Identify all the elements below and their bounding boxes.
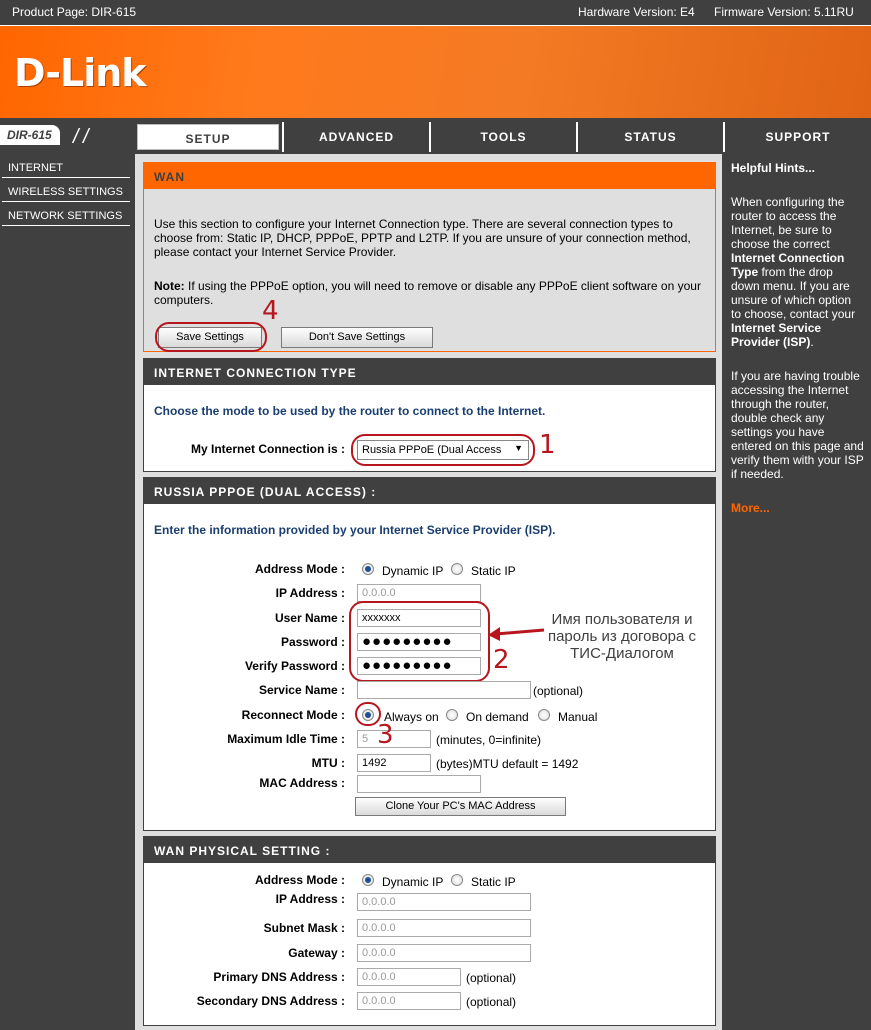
hints-text: from the drop down menu. If you are unsure of which option to choose, contact your: [731, 265, 856, 321]
verify-password-field[interactable]: ●●●●●●●●●: [357, 657, 481, 675]
annotation-number-1: 1: [539, 430, 556, 460]
on-demand-label: On demand: [466, 710, 529, 724]
user-name-label: User Name :: [274, 611, 345, 625]
connection-type-label: My Internet Connection is :: [190, 442, 345, 456]
sidebar-item-internet[interactable]: INTERNET: [2, 154, 130, 178]
phys-address-mode-label: Address Mode :: [254, 873, 345, 887]
phys-dynamic-ip-label: Dynamic IP: [382, 875, 444, 889]
ip-address-label: IP Address :: [275, 586, 345, 600]
secondary-dns-field[interactable]: 0.0.0.0: [357, 992, 461, 1010]
pppoe-prompt: Enter the information provided by your Internet Service Provider (ISP).: [154, 523, 556, 537]
tab-tools[interactable]: TOOLS: [429, 122, 576, 152]
mtu-field[interactable]: 1492: [357, 754, 431, 772]
mtu-label: MTU :: [311, 756, 345, 770]
wan-note: [154, 279, 706, 307]
hints-paragraph-2: If you are having trouble accessing the Internet through the router, double check any settings you have entered on this page and verify them with your ISP if needed.: [731, 369, 864, 481]
dont-save-settings-button[interactable]: Don't Save Settings: [281, 327, 433, 348]
gateway-field[interactable]: 0.0.0.0: [357, 944, 531, 962]
main-content: [135, 154, 722, 1030]
tab-support[interactable]: SUPPORT: [723, 122, 871, 152]
hardware-version: Hardware Version: E4: [578, 5, 695, 19]
top-info-bar: [0, 0, 871, 24]
annotation-circle-select: [351, 434, 535, 466]
note-label: Note:: [154, 279, 185, 293]
wan-physical-section: [143, 836, 716, 1026]
phys-static-ip-radio[interactable]: [451, 874, 463, 886]
phys-dynamic-ip-radio[interactable]: [362, 874, 374, 886]
phys-ip-address-field[interactable]: 0.0.0.0: [357, 893, 531, 911]
note-text: If using the PPPoE option, you will need to remove or disable any PPPoE client software on your computers.: [154, 279, 701, 307]
user-name-field[interactable]: xxxxxxx: [357, 609, 481, 627]
annotation-circle-save: [155, 322, 267, 352]
clone-mac-button[interactable]: Clone Your PC's MAC Address: [355, 797, 566, 816]
mtu-note: (bytes)MTU default = 1492: [436, 757, 579, 771]
model-label: DIR-615: [0, 125, 60, 145]
always-on-label: Always on: [384, 710, 439, 724]
pppoe-title: RUSSIA PPPOE (DUAL ACCESS) :: [144, 478, 715, 504]
annotation-note: Имя пользователя и пароль из договора с ТИС-Диалогом: [547, 611, 697, 662]
slash-decoration: /: [73, 126, 79, 148]
ip-address-field[interactable]: 0.0.0.0: [357, 584, 481, 602]
save-settings-button[interactable]: Save Settings: [158, 327, 262, 348]
gateway-label: Gateway :: [288, 946, 345, 960]
firmware-version: Firmware Version: 5.11RU: [714, 5, 854, 19]
header-banner: [0, 25, 871, 118]
wan-physical-title: WAN PHYSICAL SETTING :: [144, 837, 715, 863]
connection-type-prompt: Choose the mode to be used by the router to connect to the Internet.: [154, 404, 546, 418]
on-demand-radio[interactable]: [446, 709, 458, 721]
manual-radio[interactable]: [538, 709, 550, 721]
static-ip-radio[interactable]: [451, 563, 463, 575]
address-mode-label: Address Mode :: [254, 562, 345, 576]
hints-bold: Internet Connection Type: [731, 251, 845, 279]
primary-dns-optional: (optional): [466, 971, 517, 985]
max-idle-time-field[interactable]: 5: [357, 730, 431, 748]
service-name-optional: (optional): [533, 684, 584, 698]
max-idle-time-label: Maximum Idle Time :: [227, 732, 345, 746]
tab-advanced[interactable]: ADVANCED: [282, 122, 429, 152]
chevron-down-icon: ▼: [514, 443, 523, 453]
wan-section: [143, 162, 716, 352]
dlink-logo: D-Link: [14, 51, 146, 95]
sidebar: [0, 154, 133, 1030]
hints-paragraph-1: [731, 195, 864, 349]
annotation-circle-credentials: [349, 601, 490, 682]
primary-dns-field[interactable]: 0.0.0.0: [357, 968, 461, 986]
wan-description: Use this section to configure your Internet Connection type. There are several connection types to choose from: Static IP, DHCP, PPPoE, PPTP and L2TP. If you are unsure of your connection method, please contact your Internet Service Provider.: [154, 217, 691, 259]
sidebar-item-network[interactable]: NETWORK SETTINGS: [2, 202, 130, 226]
slash-decoration: /: [83, 126, 89, 148]
helpful-hints-panel: [724, 154, 871, 1030]
tab-setup[interactable]: SETUP: [135, 122, 281, 152]
static-ip-label: Static IP: [471, 564, 516, 578]
tab-status[interactable]: STATUS: [576, 122, 723, 152]
connection-type-value: Russia PPPoE (Dual Access: [362, 444, 502, 456]
hints-text: .: [810, 335, 814, 349]
connection-type-title: INTERNET CONNECTION TYPE: [144, 359, 715, 385]
more-link[interactable]: More...: [731, 501, 770, 515]
annotation-number-4: 4: [262, 296, 279, 326]
primary-dns-label: Primary DNS Address :: [213, 970, 345, 984]
model-tag: [0, 122, 133, 152]
manual-label: Manual: [558, 710, 598, 724]
reconnect-mode-label: Reconnect Mode :: [241, 708, 345, 722]
password-label: Password :: [280, 635, 345, 649]
annotation-number-3: 3: [377, 720, 394, 750]
dynamic-ip-label: Dynamic IP: [382, 564, 444, 578]
pppoe-section: [143, 477, 716, 831]
connection-type-section: [143, 358, 716, 472]
subnet-mask-label: Subnet Mask :: [263, 921, 345, 935]
secondary-dns-optional: (optional): [466, 995, 517, 1009]
dynamic-ip-radio[interactable]: [362, 563, 374, 575]
hints-title: Helpful Hints...: [731, 161, 815, 175]
subnet-mask-field[interactable]: 0.0.0.0: [357, 919, 531, 937]
mac-address-field[interactable]: [357, 775, 481, 793]
phys-static-ip-label: Static IP: [471, 875, 516, 889]
phys-ip-address-label: IP Address :: [275, 892, 345, 906]
secondary-dns-label: Secondary DNS Address :: [196, 994, 345, 1008]
service-name-field[interactable]: [357, 681, 531, 699]
sidebar-item-wireless[interactable]: WIRELESS SETTINGS: [2, 178, 130, 202]
hints-text: When configuring the router to access the Internet, be sure to choose the correct: [731, 195, 845, 251]
product-page: Product Page: DIR-615: [12, 5, 137, 19]
password-field[interactable]: ●●●●●●●●●: [357, 633, 481, 651]
annotation-number-2: 2: [493, 645, 510, 675]
verify-password-label: Verify Password :: [244, 659, 345, 673]
service-name-label: Service Name :: [258, 683, 345, 697]
idle-time-note: (minutes, 0=infinite): [436, 733, 542, 747]
hints-bold: Internet Service Provider (ISP): [731, 321, 822, 349]
wan-title: WAN: [144, 163, 715, 189]
mac-address-label: MAC Address :: [259, 776, 345, 790]
